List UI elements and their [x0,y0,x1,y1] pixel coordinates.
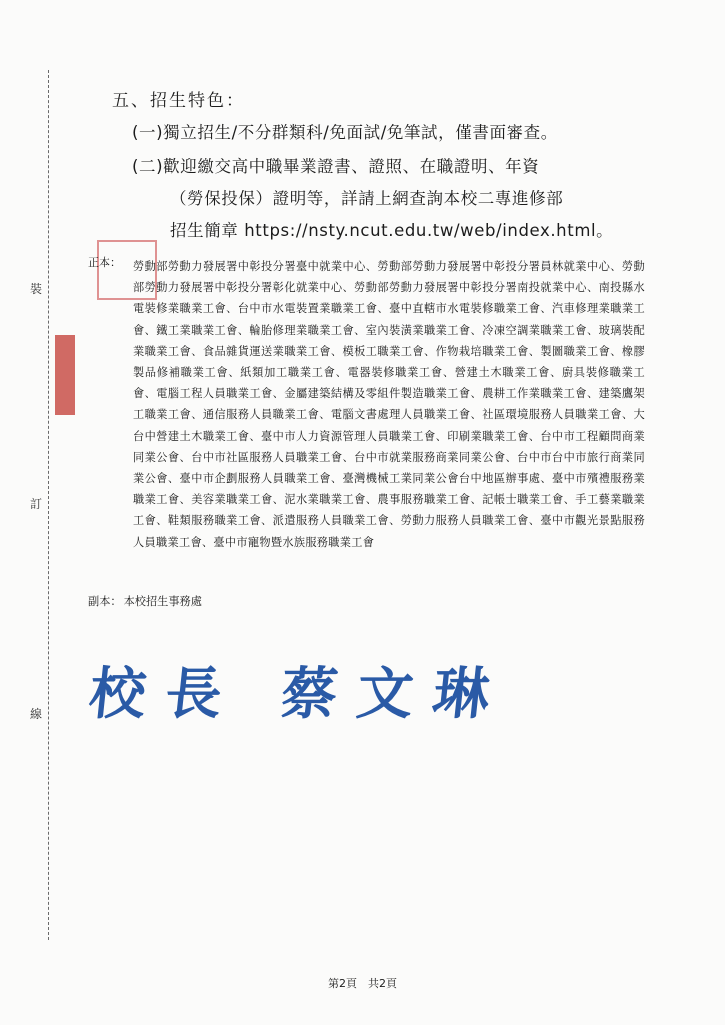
copy-label: 副本： [88,595,122,608]
binding-char-xian: 線 [30,707,43,721]
red-seal-mark [55,335,75,415]
binding-char-ding: 訂 [30,497,43,511]
recipients-list: 勞動部勞動力發展署中彰投分署臺中就業中心、勞動部勞動力發展署中彰投分署員林就業中心、勞動部勞動力發展署中彰投分署彰化就業中心、勞動部勞動力發展署中彰投分署南投就業中心、南投縣水電裝修業職業工會、台中市水電裝置業職業工會、臺中直轄市水電裝修職業工會、汽車修理業職業工會、鐵工業職業工會、輪胎修理業職業工會、室內裝潢業職業工會、冷凍空調業職業工會、玻璃裝配業職業工會、食品雜貨運送業職業工會、模板工職業工會、作物栽培職業工會、製圖職業工會、橡膠製品修補職業工會、紙類加工職業工會、電器裝修職業工會、營建土木職業工會、廚具裝修職業工會、電腦工程人員職業工會、金屬建築結構及零組件製造職業工會、農耕工作業職業工會、建築鷹架工職業工會、通信服務人員職業工會、電腦文書處理人員職業工會、社區環境服務人員職業工會、大台中營建土木職業工會、臺中市人力資源管理人員職業工會、印刷業職業工會、台中市工程顧問商業同業公會、台中市社區服務人員職業工會、台中市就業服務商業同業公會、台中市台中市旅行商業同業公會、臺中市企劃服務人員職業工會、臺灣機械工業同業公會台中地區辦事處、臺中市殯禮服務業職業工會、美容業職業工會、泥水業職業工會、農事服務職業工會、記帳士職業工會、手工藝業職業工會、鞋類服務職業工會、派遣服務人員職業工會、勞動力服務人員職業工會、臺中市觀光景點服務人員職業工會、臺中市寵物暨水族服務職業工會 [133,260,645,549]
feature-item-2-line-3: 招生簡章 https://nsty.ncut.edu.tw/web/index.html。 [170,221,614,240]
feature-item-2-line-2: （勞保投保）證明等，詳請上網查詢本校二專進修部 [170,189,564,208]
feature-item-1: (一)獨立招生/不分群類科/免面試/免筆試，僅書面審查。 [132,123,558,142]
principal-signature: 校長 蔡文琳 [86,662,513,727]
copy-recipient: 本校招生事務處 [123,595,202,608]
binding-char-zhuang: 裝 [30,282,43,296]
copy-line [88,593,204,609]
binding-dashed-line [48,70,49,940]
section-heading: 五、招生特色： [112,91,245,111]
feature-item-2 [132,151,652,247]
recipients-label: 正本： [88,256,121,269]
feature-item-2-line-1: (二)歡迎繳交高中職畢業證書、證照、在職證明、年資 [132,157,540,176]
page-number: 第2頁 共2頁 [328,977,397,990]
